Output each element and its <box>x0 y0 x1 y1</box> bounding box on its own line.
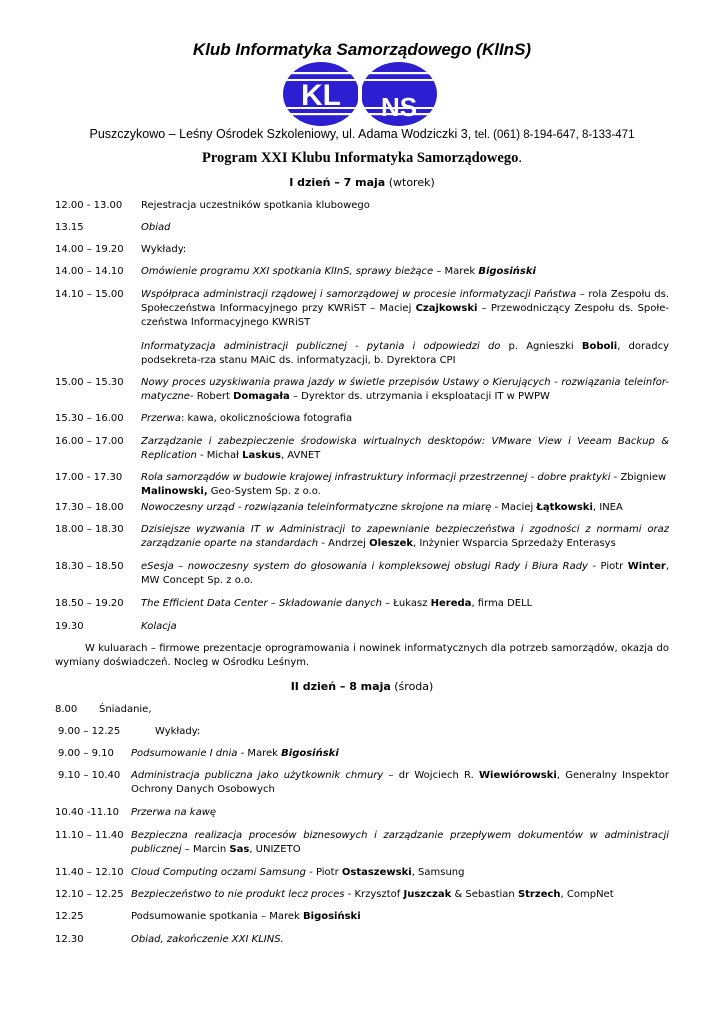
day1-heading: I dzień – 7 maja (wtorek) <box>289 176 435 189</box>
time-cell: 18.00 – 18.30 <box>55 524 124 535</box>
time-cell: 11.40 – 12.10 <box>55 867 124 878</box>
description-cell: Cloud Computing oczami Samsung - Piotr Ostaszewski, Samsung <box>131 867 465 878</box>
time-cell: 15.30 – 16.00 <box>55 413 124 424</box>
description-cell: Obiad <box>141 222 171 233</box>
time-cell: 12.25 <box>55 911 84 922</box>
logo-text-ns: NS <box>380 92 418 122</box>
description-cell: Podsumowanie I dnia - Marek Bigosiński <box>131 748 339 759</box>
time-cell: 14.10 – 15.00 <box>55 289 124 300</box>
time-cell: 16.00 – 17.00 <box>55 436 124 447</box>
description-cell: Przerwa na kawę <box>131 807 217 818</box>
description-cell: Przerwa: kawa, okolicznościowa fotografia <box>141 413 353 424</box>
description-cell: Bezpieczeństwo to nie produkt lecz proces - Krzysztof Juszczak & Sebastian Strzech, CompNet <box>131 889 614 900</box>
program-title: Program XXI Klubu Informatyka Samorządowego. <box>202 150 522 166</box>
address-phone: tel. (061) 8-194-647, 8-133-471 <box>474 129 635 141</box>
description-cell: Rejestracja uczestników spotkania klubowego <box>141 200 370 211</box>
time-cell: 14.00 – 14.10 <box>55 266 124 277</box>
description-cell: Dzisiejsze wyzwania IT w Administracji to zapewnianie bezpieczeństwa i zgodności z normami oraz zarządzanie oparte na standardach - Andrzej Oleszek, Inżynier Wsparcia Sprzedaży Enterasys <box>141 524 669 549</box>
description-cell: Kolacja <box>141 621 177 632</box>
time-cell: 10.40 -11.10 <box>55 807 120 818</box>
address-line <box>0 127 724 141</box>
time-cell: 9.00 – 9.10 <box>58 748 114 759</box>
day2-heading: II dzień – 8 maja (środa) <box>290 680 434 693</box>
description-cell: Nowy proces uzyskiwania prawa jazdy w świetle przepisów Ustawy o Kierujących - rozwiązania teleinfor-matyczne- Robert Domagała – Dyrektor ds. utrzymania i eksploatacji IT w PWPW <box>141 377 669 402</box>
description-cell: Zarządzanie i zabezpieczenie środowiska wirtualnych desktopów: VMware View i Veeam Backup & Replication - Michał Laskus, AVNET <box>141 436 669 461</box>
description-cell: Rola samorządów w budowie krajowej infrastruktury informacji przestrzennej - dobre praktyki - Zbigniew Malinowski, Geo-System Sp. z o.o. <box>141 472 667 497</box>
description-cell: Podsumowanie spotkania – Marek Bigosiński <box>131 911 361 922</box>
description-cell: Współpraca administracji rządowej i samorządowej w procesie informatyzacji Państwa – rola Zespołu ds. Społeczeństwa Informacyjnego przy KWRiST – Maciej Czajkowski – Przewodniczący Zespołu ds. Społe-czeństwa Informacyjnego KWRiST <box>141 289 669 328</box>
klins-logo <box>282 60 438 130</box>
time-cell: 13.15 <box>55 222 84 233</box>
time-cell: 19.30 <box>55 621 84 632</box>
description-cell: Wykłady: <box>141 244 187 255</box>
description-cell: Śniadanie, <box>99 704 152 715</box>
time-cell: 9.00 – 12.25 <box>58 726 121 737</box>
time-cell: 12.00 - 13.00 <box>55 200 123 211</box>
time-cell: 8.00 <box>55 704 78 715</box>
lobby-note: W kuluarach – firmowe prezentacje oprogramowania i nowinek informatycznych dla potrzeb samorządów, okazja do wymiany doświadczeń. Nocleg w Ośrodku Leśnym. <box>55 643 669 668</box>
description-cell: Obiad, zakończenie XXI KLINS. <box>131 934 284 945</box>
time-cell: 18.50 – 19.20 <box>55 598 124 609</box>
description-cell: Informatyzacja administracji publicznej - pytania i odpowiedzi do p. Agnieszki Boboli, doradcy podsekreta-rza stanu MAiC ds. informatyzacji, b. Dyrektora CPI <box>141 341 669 366</box>
logo-text-kl: KL <box>301 79 341 112</box>
description-cell: The Efficient Data Center – Składowanie danych – Łukasz Hereda, firma DELL <box>141 598 533 609</box>
description-cell: Administracja publiczna jako użytkownik chmury – dr Wojciech R. Wiewiórowski, Generalny Inspektor Ochrony Danych Osobowych <box>131 770 670 795</box>
time-cell: 11.10 – 11.40 <box>55 830 124 841</box>
time-cell: 12.30 <box>55 934 84 945</box>
description-cell: Wykłady: <box>155 726 201 737</box>
club-title: Klub Informatyka Samorządowego (KlInS) <box>192 40 532 59</box>
address-main: Puszczykowo – Leśny Ośrodek Szkoleniowy, ul. Adama Wodziczki 3, <box>89 127 475 141</box>
description-cell: Nowoczesny urząd - rozwiązania teleinformatyczne skrojone na miarę - Maciej Łątkowski, INEA <box>141 502 623 513</box>
description-cell: eSesja – nowoczesny system do głosowania i kompleksowej obsługi Rady i Biura Rady - Piotr Winter, MW Concept Sp. z o.o. <box>141 561 669 586</box>
time-cell: 12.10 – 12.25 <box>55 889 124 900</box>
description-cell: Omówienie programu XXI spotkania KlInS, sprawy bieżące – Marek Bigosiński <box>141 266 536 277</box>
time-cell: 18.30 – 18.50 <box>55 561 124 572</box>
description-cell: Bezpieczna realizacja procesów biznesowych i zarządzanie przepływem dokumentów w administracji publicznej – Marcin Sas, UNIZETO <box>131 830 669 855</box>
time-cell: 14.00 – 19.20 <box>55 244 124 255</box>
time-cell: 17.30 – 18.00 <box>55 502 124 513</box>
time-cell: 9.10 – 10.40 <box>58 770 121 781</box>
time-cell: 17.00 - 17.30 <box>55 472 123 483</box>
time-cell: 15.00 – 15.30 <box>55 377 124 388</box>
